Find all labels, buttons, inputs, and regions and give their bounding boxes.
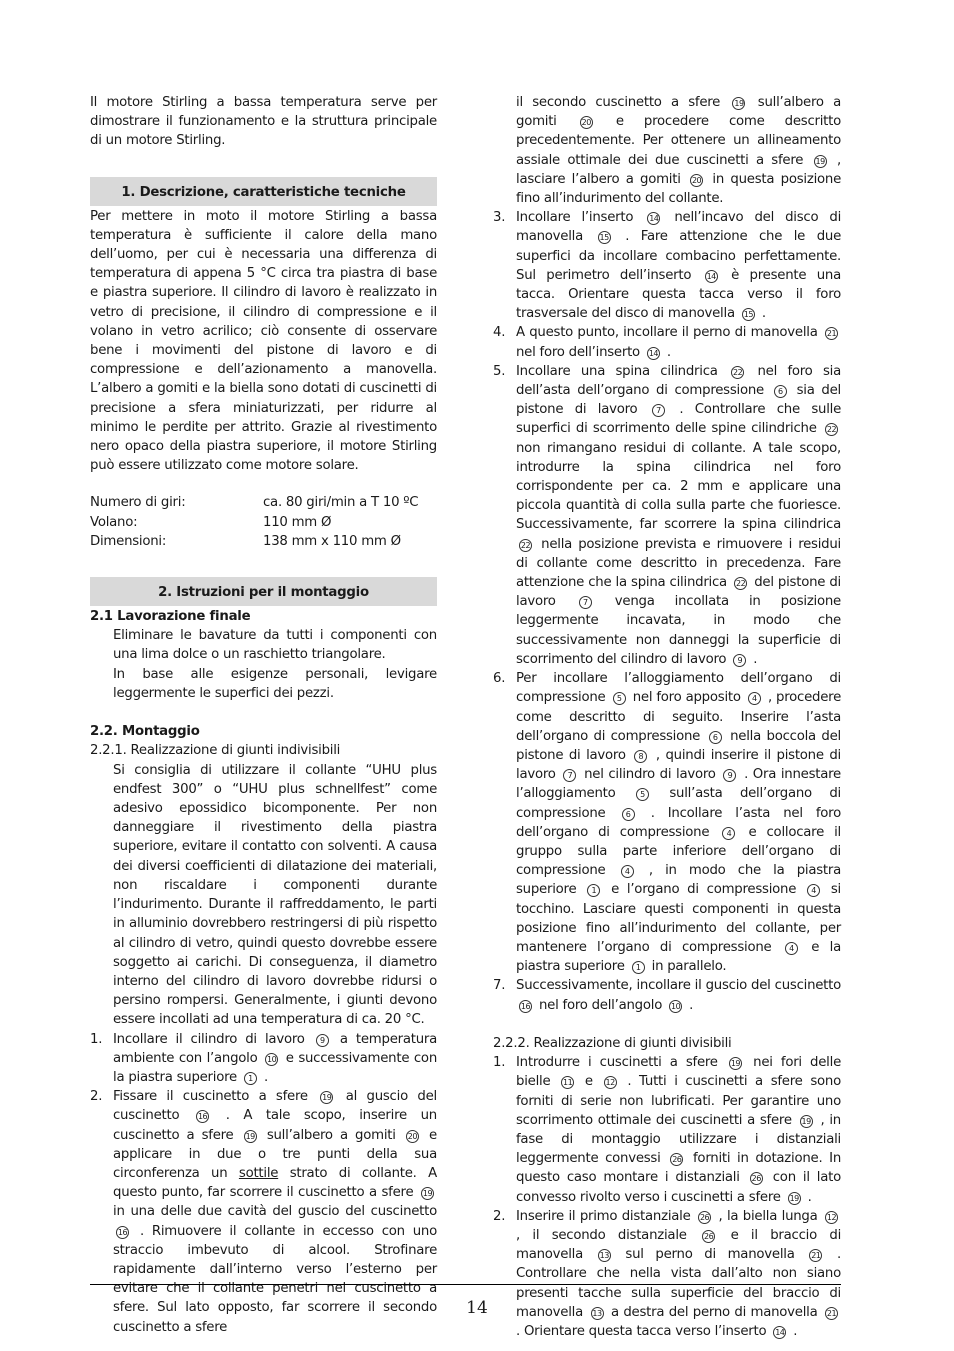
emphasis-underline: sottile bbox=[238, 1165, 279, 1181]
part-number-badge: 10 bbox=[670, 1001, 681, 1011]
part-number-badge: 5 bbox=[636, 788, 649, 801]
part-number-badge: 4 bbox=[785, 942, 798, 955]
part-number-badge: 1 bbox=[632, 961, 645, 974]
list-item-continued bbox=[493, 93, 841, 208]
part-number-badge: 14 bbox=[775, 1327, 785, 1337]
part-number-badge: 19 bbox=[801, 1116, 811, 1126]
part-number-badge: 20 bbox=[691, 175, 702, 185]
part-number-badge: 12 bbox=[605, 1078, 615, 1088]
part-number-badge: 21 bbox=[826, 1308, 837, 1318]
spacer bbox=[493, 1015, 841, 1034]
list-text: Introdurre i cuscinetti a sfere 19 nei fori delle bielle 11 e 12 . Tutti i cuscinetti a sfere sono forniti di serie non lubrificati. Per garantire uno scorrimento ottimale dei cuscinetti a sfere 19 , in fase di montaggio utilizzare i distanziali leggermente convessi 26 forniti in dotazione. In questo caso montare i distanziali 26 con il lato convesso rivolto verso i cuscinetti a sfere 19 . bbox=[516, 1055, 842, 1205]
part-number-badge: 13 bbox=[599, 1251, 609, 1261]
part-number-badge: 22 bbox=[826, 425, 837, 435]
list-number: 5. bbox=[493, 363, 506, 379]
part-number-badge: 5 bbox=[613, 692, 626, 705]
part-number-badge: 4 bbox=[748, 692, 761, 705]
list-text: A questo punto, incollare il perno di manovella 21 nel foro dell’inserto 14 . bbox=[516, 325, 837, 360]
list-number: 6. bbox=[493, 671, 506, 687]
part-number-badge: 1 bbox=[244, 1072, 257, 1085]
part-number-badge: 14 bbox=[648, 348, 658, 358]
part-number-badge: 1 bbox=[587, 884, 600, 897]
left-column bbox=[90, 93, 437, 1337]
list-item bbox=[493, 362, 841, 669]
list-item bbox=[493, 1053, 841, 1207]
list-item bbox=[493, 669, 841, 976]
part-number-badge: 10 bbox=[267, 1054, 277, 1064]
spacer bbox=[90, 703, 437, 722]
list-text: Incollare il cilindro di lavoro 9 a temperatura ambiente con l’angolo 10 e successivamente con la piastra superiore 1 . bbox=[113, 1031, 437, 1085]
spec-value: 110 mm Ø bbox=[263, 514, 332, 530]
part-number-badge: 13 bbox=[592, 1308, 602, 1318]
section-heading-assembly: 2. Istruzioni per il montaggio bbox=[90, 577, 437, 606]
part-number-badge: 19 bbox=[789, 1193, 799, 1203]
list-number: 4. bbox=[493, 325, 506, 341]
part-number-badge: 19 bbox=[730, 1059, 741, 1069]
part-number-badge: 9 bbox=[733, 654, 746, 667]
part-number-badge: 20 bbox=[407, 1131, 417, 1141]
part-number-badge: 22 bbox=[735, 579, 746, 589]
spec-row bbox=[90, 532, 418, 551]
part-number-badge: 16 bbox=[197, 1112, 208, 1122]
part-number-badge: 26 bbox=[751, 1174, 761, 1184]
part-number-badge: 9 bbox=[723, 769, 736, 782]
subheading-permanent-joints: 2.2.1. Realizzazione di giunti indivisibili bbox=[90, 743, 341, 759]
part-number-badge: 15 bbox=[743, 310, 753, 320]
spec-label: Numero di giri: bbox=[90, 495, 186, 511]
part-number-badge: 21 bbox=[811, 1251, 821, 1261]
part-number-badge: 26 bbox=[699, 1212, 710, 1222]
list-number: 3. bbox=[493, 210, 506, 226]
part-number-badge: 7 bbox=[579, 596, 592, 609]
list-number: 7. bbox=[493, 978, 506, 994]
part-number-badge: 19 bbox=[245, 1131, 255, 1141]
part-number-badge: 16 bbox=[520, 1001, 531, 1011]
list-number: 2. bbox=[90, 1089, 103, 1105]
subheading-finishing: 2.1 Lavorazione finale bbox=[90, 609, 251, 625]
list-text: Inserire il primo distanziale 26 , la biella lunga 12 , il secondo distanziale 26 e il braccio di manovella 13 sul perno di manovella 21 . Controllare che nella vista dall’alto non siano presenti tacche sulla superficie del braccio di manovella 13 a destra del perno di manovella 21 . Orientare questa tacca verso l’inserto 14 . bbox=[516, 1208, 842, 1339]
tech-specs-table bbox=[90, 493, 418, 551]
list-item bbox=[493, 976, 841, 1014]
part-number-badge: 9 bbox=[316, 1034, 329, 1047]
part-number-badge: 11 bbox=[563, 1078, 573, 1088]
part-number-badge: 7 bbox=[652, 404, 665, 417]
spec-label: Volano: bbox=[90, 514, 138, 530]
description-paragraph: Per mettere in moto il motore Stirling a bassa temperatura è sufficiente il calore della mano dell’uomo, per cui è necessaria una differenza di temperatura di appena 5 °C circa tra piastra di base e piastra superiore. Il cilindro di lavoro è realizzato in vetro di precisione, il cilindro di compressione e il volano in vetro acrilico; ciò consente di osservare bene i movimenti del pistone di lavoro e di compressione e dell’azionamento a manovella. L’albero a gomiti e la biella sono dotati di cuscinetti di precisione a sfera miniaturizzati, per ridurre al minimo le perdite per attrito. Grazie al rivestimento nero opaco della piastra superiore, il motore Stirling può essere utilizzato come motore solare. bbox=[90, 208, 437, 474]
page-number: 14 bbox=[466, 1298, 488, 1318]
permanent-joints-paragraph: Si consiglia di utilizzare il collante “UHU plus endfest 300” o “UHU plus schnellfest” come adesivo epossidico bicomponente. Per non danneggiare il rivestimento della piastra superiore, evitare il contatto con solventi. A causa dei diversi coefficienti di dilatazione dei materiali, non riscaldare i componenti durante l’indurimento. Durante il raffreddamento, le parti in alluminio dovrebbero restringersi di più rispetto al cilindro di vetro, quindi questo dovrebbe essere soggetto ai carichi. Di conseguenza, il diametro interno del cilindro di lavoro dovrebbe ridursi o persino rompersi. Generalmente, i giunti devono essere incollati ad una temperatura di ca. 20 °C. bbox=[113, 762, 437, 1028]
part-number-badge: 7 bbox=[563, 769, 576, 782]
part-number-badge: 6 bbox=[774, 385, 787, 398]
spec-row bbox=[90, 493, 418, 512]
part-number-badge: 14 bbox=[706, 271, 716, 281]
list-item bbox=[493, 323, 841, 361]
part-number-badge: 15 bbox=[599, 233, 609, 243]
part-number-badge: 19 bbox=[815, 156, 825, 166]
part-number-badge: 26 bbox=[704, 1231, 714, 1241]
list-item bbox=[493, 208, 841, 323]
part-number-badge: 14 bbox=[649, 214, 659, 224]
section-heading-description: 1. Descrizione, caratteristiche tecniche bbox=[90, 177, 437, 206]
list-text: Successivamente, incollare il guscio del cuscinetto 16 nel foro dell’angolo 10 . bbox=[516, 978, 841, 1013]
part-number-badge: 20 bbox=[581, 118, 591, 128]
list-text: Incollare l’inserto 14 nell’incavo del disco di manovella 15 . Fare attenzione che le due superfici da incollare combacino perfettamente. Sul perimetro dell’inserto 14 è presente una tacca. Orientare questa tacca verso il foro trasversale del disco di manovella 15 . bbox=[516, 210, 842, 322]
list-number: 2. bbox=[493, 1208, 506, 1224]
intro-paragraph: Il motore Stirling a bassa temperatura serve per dimostrare il funzionamento e la struttura principale di un motore Stirling. bbox=[90, 95, 437, 149]
list-item bbox=[493, 1207, 841, 1341]
part-number-badge: 19 bbox=[734, 99, 744, 108]
subheading-assembly: 2.2. Montaggio bbox=[90, 724, 200, 740]
part-number-badge: 22 bbox=[732, 367, 743, 377]
part-number-badge: 4 bbox=[621, 865, 634, 878]
list-text: Incollare una spina cilindrica 22 nel foro sia dell’asta dell’organo di compressione 6 sia del pistone di lavoro 7 . Controllare che sulle superfici di scorrimento delle spine cilindriche 22 non rimangano residui di collante. A tale scopo, introdurre la spina cilindrica nel foro corrispondente per ca. 2 mm e applicare una piccola quantità di colla sulla parte che fuoriesce. Successivamente, far scorrere la spina cilindrica 22 nella posizione prevista e rimuovere i residui di collante come descritto in precedenza. Fare attenzione che la spina cilindrica 22 del pistone di lavoro 7 venga incollata in posizione leggermente incavata, in modo che successivamente non danneggi la superficie di scorrimento del cilindro di lavoro 9 . bbox=[516, 363, 842, 667]
part-number-badge: 6 bbox=[709, 731, 722, 744]
part-number-badge: 16 bbox=[117, 1227, 128, 1237]
part-number-badge: 8 bbox=[634, 750, 647, 763]
part-number-badge: 21 bbox=[826, 329, 837, 339]
spec-value: 138 mm x 110 mm Ø bbox=[263, 533, 401, 549]
list-text: Per incollare l’alloggiamento dell’organo di compressione 5 nel foro apposito 4 , procedere come descritto di seguito. Inserire l’asta dell’organo di compressione 6 nella boccola del pistone di lavoro 8 , quindi inserire il pistone di lavoro 7 nel cilindro di lavoro 9 . Ora innestare l’alloggiamento 5 sull’asta dell’organo di compressione 6 . Incollare l’asta nel foro dell’organo di compressione 4 e collocare il gruppo sulla parte inferiore dell’organo di compressione 4 , in modo che la piastra superiore 1 e l’organo di compressione 4 si tocchino. Lasciare questi componenti in questa posizione fino all’indurimento del collante, per mantenere l’organo di compressione 4 e la piastra superiore 1 in parallelo. bbox=[516, 671, 842, 975]
part-number-badge: 6 bbox=[622, 808, 635, 821]
part-number-badge: 4 bbox=[722, 827, 735, 840]
subheading-separable-joints: 2.2.2. Realizzazione di giunti divisibili bbox=[493, 1035, 732, 1051]
part-number-badge: 12 bbox=[826, 1212, 837, 1222]
part-number-badge: 19 bbox=[322, 1093, 332, 1103]
list-number: 1. bbox=[90, 1031, 103, 1047]
part-number-badge: 19 bbox=[422, 1189, 433, 1199]
spec-label: Dimensioni: bbox=[90, 533, 167, 549]
spec-value: ca. 80 giri/min a T 10 ºC bbox=[263, 495, 419, 511]
part-number-badge: 4 bbox=[807, 884, 820, 897]
list-text: il secondo cuscinetto a sfere 19 sull’albero a gomiti 20 e procedere come descritto precedentemente. Per ottenere un allineamento assiale ottimale dei due cuscinetti a sfere 19 , lasciare l’albero a gomiti 20 in questa posizione fino all’indurimento del collante. bbox=[516, 95, 842, 207]
spec-row bbox=[90, 513, 418, 532]
list-item bbox=[90, 1030, 437, 1088]
finishing-paragraph-2: In base alle esigenze personali, levigare leggermente le superfici dei pezzi. bbox=[113, 666, 437, 701]
list-number: 1. bbox=[493, 1055, 506, 1071]
footer-rule bbox=[90, 1284, 841, 1285]
list-text: Fissare il cuscinetto a sfere 19 al guscio del cuscinetto 16 . A tale scopo, inserire un cuscinetto a sfere 19 sull’albero a gomiti 20 e applicare in due o tre punti della sua circonferenza un sottile strato di collante. A questo punto, far scorrere il cuscinetto a sfere 19 in una delle due cavità del guscio del cuscinetto 16 . Rimuovere il collante in eccesso con uno straccio imbevuto di alcool. Strofinare rapidamente dall’interno verso l’esterno per evitare che il collante penetri nel cuscinetto a sfere. Sul lato opposto, far scorrere il secondo cuscinetto a sfere bbox=[113, 1089, 437, 1335]
part-number-badge: 26 bbox=[672, 1155, 682, 1165]
part-number-badge: 22 bbox=[520, 540, 531, 550]
right-column bbox=[493, 93, 841, 1341]
finishing-paragraph-1: Eliminare le bavature da tutti i componenti con una lima dolce o un raschietto triangolare. bbox=[113, 628, 437, 663]
